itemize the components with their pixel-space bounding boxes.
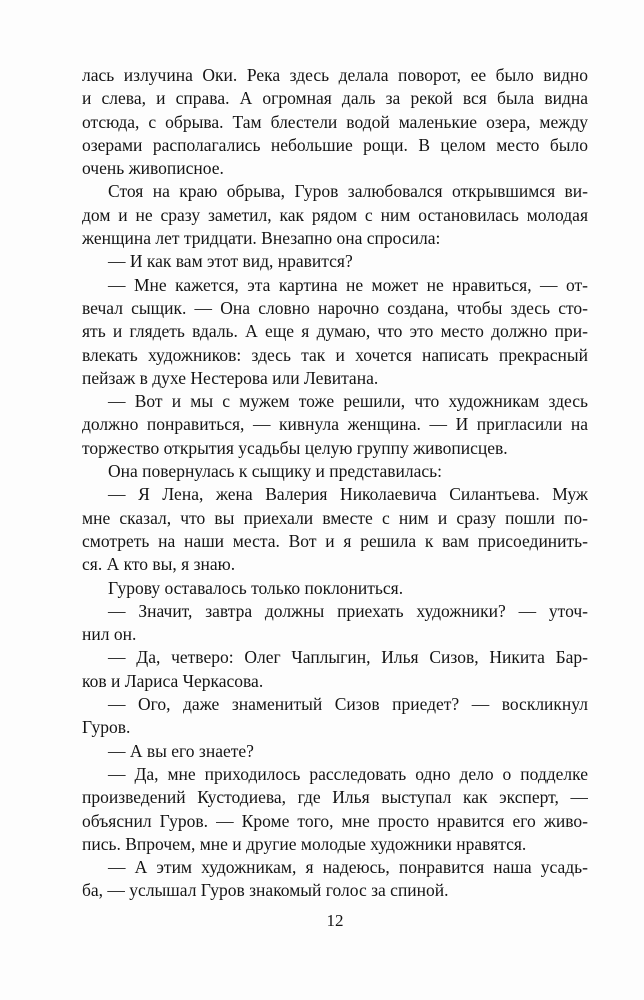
text-line: — Да, мне приходилось расследовать одно дело о подделке: [108, 763, 588, 784]
text-line: ба, — услышал Гуров знакомый голос за спиной.: [82, 880, 449, 901]
page-text: [82, 64, 588, 903]
text-line: лась излучина Оки. Река здесь делала поворот, ее было видно: [82, 65, 588, 85]
text-line: — А этим художникам, я надеюсь, понравится наша усадь-: [108, 857, 588, 878]
text-line: — Я Лена, жена Валерия Николаевича Силантьева. Муж: [108, 484, 588, 505]
text-line: женщина лет тридцати. Внезапно она спросила:: [82, 228, 441, 249]
text-line: смотреть на наши места. Вот и я решила к вам присоединить-: [82, 530, 588, 551]
text-line: дом и не сразу заметил, как рядом с ним остановилась молодая: [82, 204, 588, 225]
text-line: — Ого, даже знаменитый Сизов приедет? — воскликнул: [108, 694, 588, 715]
text-line: ков и Лариса Черкасова.: [82, 670, 264, 691]
text-line: — Вот и мы с мужем тоже решили, что художникам здесь: [108, 391, 588, 412]
text-line: произведений Кустодиева, где Илья выступал как эксперт, —: [82, 787, 588, 808]
text-line: озерами располагались небольшие рощи. В целом место было: [82, 134, 588, 155]
text-line: — Мне кажется, эта картина не может не нравиться, — от-: [108, 274, 588, 295]
text-line: — Значит, завтра должны приехать художники? — уточ-: [108, 600, 588, 621]
text-line: Стоя на краю обрыва, Гуров залюбовался открывшимся ви-: [108, 181, 588, 202]
text-line: объяснил Гуров. — Кроме того, мне просто нравится его живо-: [82, 810, 588, 831]
text-line: нил он.: [82, 624, 137, 645]
text-line: очень живописное.: [82, 158, 224, 179]
text-line: ять и глядеть вдаль. А еще я думаю, что это место должно при-: [82, 321, 588, 342]
text-line: Она повернулась к сыщику и представилась:: [108, 461, 442, 482]
text-line: — Да, четверо: Олег Чаплыгин, Илья Сизов, Никита Бар-: [108, 647, 588, 668]
text-line: ся. А кто вы, я знаю.: [82, 554, 236, 575]
text-line: торжество открытия усадьбы целую группу живописцев.: [82, 437, 508, 458]
text-line: должно понравиться, — кивнула женщина. — И пригласили на: [82, 414, 588, 435]
text-line: и слева, и справа. А огромная даль за рекой вся была видна: [82, 88, 588, 109]
text-line: мне сказал, что вы приехали вместе с ним и сразу пошли по-: [82, 507, 588, 528]
text-line: Гурову оставалось только поклониться.: [108, 577, 404, 598]
text-line: — А вы его знаете?: [108, 740, 254, 761]
text-line: отсюда, с обрыва. Там блестели водой маленькие озера, между: [82, 111, 588, 132]
text-line: пись. Впрочем, мне и другие молодые художники нравятся.: [82, 833, 527, 854]
text-line: вечал сыщик. — Она словно нарочно создана, чтобы здесь сто-: [82, 297, 588, 318]
text-line: — И как вам этот вид, нравится?: [108, 251, 353, 272]
text-line: влекать художников: здесь так и хочется написать прекрасный: [82, 344, 588, 365]
text-line: пейзаж в духе Нестерова или Левитана.: [82, 367, 379, 388]
text-line: Гуров.: [82, 717, 131, 738]
page-number: 12: [326, 911, 344, 930]
